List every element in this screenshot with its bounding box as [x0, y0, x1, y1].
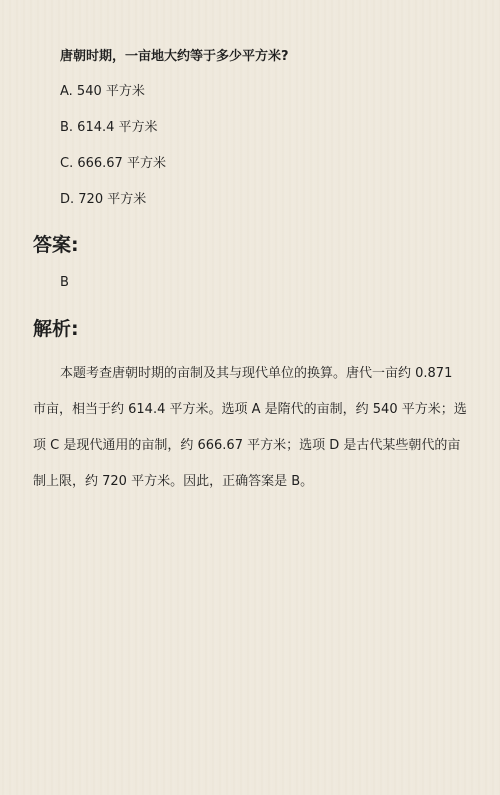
option-d: D. 720 平方米 [60, 192, 147, 207]
option-a: A. 540 平方米 [60, 84, 145, 99]
option-b: B. 614.4 平方米 [60, 120, 158, 135]
answer-heading: 答案: [33, 234, 79, 256]
answer-value: B [60, 275, 69, 290]
question-text: 唐朝时期，一亩地大约等于多少平方米? [60, 49, 289, 64]
option-c: C. 666.67 平方米 [60, 156, 166, 171]
analysis-text: 本题考查唐朝时期的亩制及其与现代单位的换算。唐代一亩约 0.871 市亩，相当于约 614.4 平方米。选项 A 是隋代的亩制，约 540 平方米；选项 C 是现代通用的亩制，约 666.67 平方米；选项 D 是古代某些朝代的亩制上限，约 720 平方米。因此，正确答案是 B。 [33, 366, 467, 489]
analysis-heading: 解析: [33, 318, 79, 340]
